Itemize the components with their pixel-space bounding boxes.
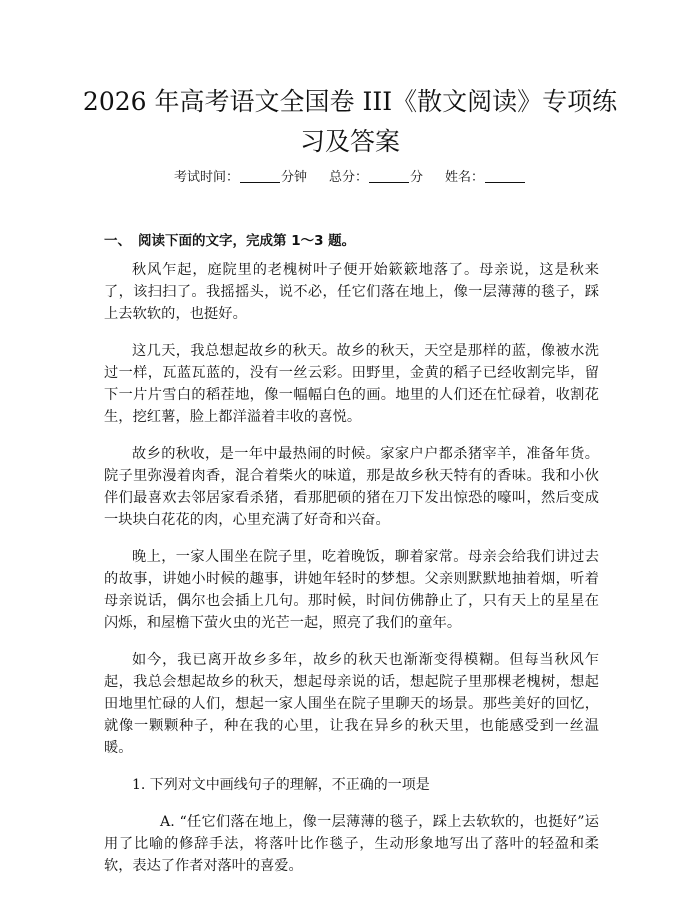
passage-paragraph: 这几天，我总想起故乡的秋天。故乡的秋天，天空是那样的蓝，像被水洗过一样，瓦蓝瓦蓝的，没有一丝云彩。田野里，金黄的稻子已经收割完毕，留下一片片雪白的稻茬地，像一幅幅白色的画。地里的人们还在忙碌着，收割花生，挖红薯，脸上都洋溢着丰收的喜悦。 [104, 343, 599, 425]
section-heading [104, 231, 355, 251]
score-label: 总分： [328, 170, 368, 185]
option-a: A. “任它们落在地上，像一层薄薄的毯子，踩上去软软的，也挺好”运用了比喻的修辞手法，将落叶比作毯子，生动形象地写出了落叶的轻盈和柔软，表达了作者对落叶的喜爱。 [104, 814, 599, 874]
score-unit: 分 [410, 170, 424, 185]
exam-info-line [100, 168, 600, 188]
passage-paragraph: 如今，我已离开故乡多年，故乡的秋天也渐渐变得模糊。但每当秋风乍起，我总会想起故乡的秋天，想起母亲说的话，想起院子里那棵老槐树，想起田地里忙碌的人们，想起一家人围坐在院子里聊天的场景。那些美好的回忆，就像一颗颗种子，种在我的心里，让我在异乡的秋天里，也能感受到一丝温暖。 [104, 652, 599, 756]
question-1: 1. 下列对文中画线句子的理解，不正确的一项是 [132, 777, 430, 793]
passage-paragraph: 秋风乍起，庭院里的老槐树叶子便开始簌簌地落了。母亲说，这是秋来了，该扫扫了。我摇摇头，说不必，任它们落在地上，像一层薄薄的毯子，踩上去软软的，也挺好。 [104, 262, 599, 322]
section-instruction: 阅读下面的文字，完成第 1～3 题。 [138, 233, 356, 249]
name-blank[interactable] [485, 168, 525, 183]
name-label: 姓名： [445, 170, 485, 185]
time-label: 考试时间： [173, 170, 239, 185]
time-unit: 分钟 [280, 170, 307, 185]
section-number: 一、 [104, 233, 131, 249]
score-blank[interactable] [369, 168, 409, 183]
passage-paragraph: 故乡的秋收，是一年中最热闹的时候。家家户户都杀猪宰羊，准备年货。院子里弥漫着肉香，混合着柴火的味道，那是故乡秋天特有的香味。我和小伙伴们最喜欢去邻居家看杀猪，看那肥硕的猪在刀下发出惊恐的嚎叫，然后变成一块块白花花的肉，心里充满了好奇和兴奋。 [104, 446, 599, 528]
time-blank[interactable] [240, 168, 280, 183]
reading-passage [104, 259, 599, 877]
document-title: 2026 年高考语文全国卷 III《散文阅读》专项练习及答案 [82, 87, 618, 156]
passage-paragraph: 晚上，一家人围坐在院子里，吃着晚饭，聊着家常。母亲会给我们讲过去的故事，讲她小时候的趣事，讲她年轻时的梦想。父亲则默默地抽着烟，听着母亲说话，偶尔也会插上几句。那时候，时间仿佛静止了，只有天上的星星在闪烁，和屋檐下萤火虫的光芒一起，照亮了我们的童年。 [104, 549, 599, 631]
